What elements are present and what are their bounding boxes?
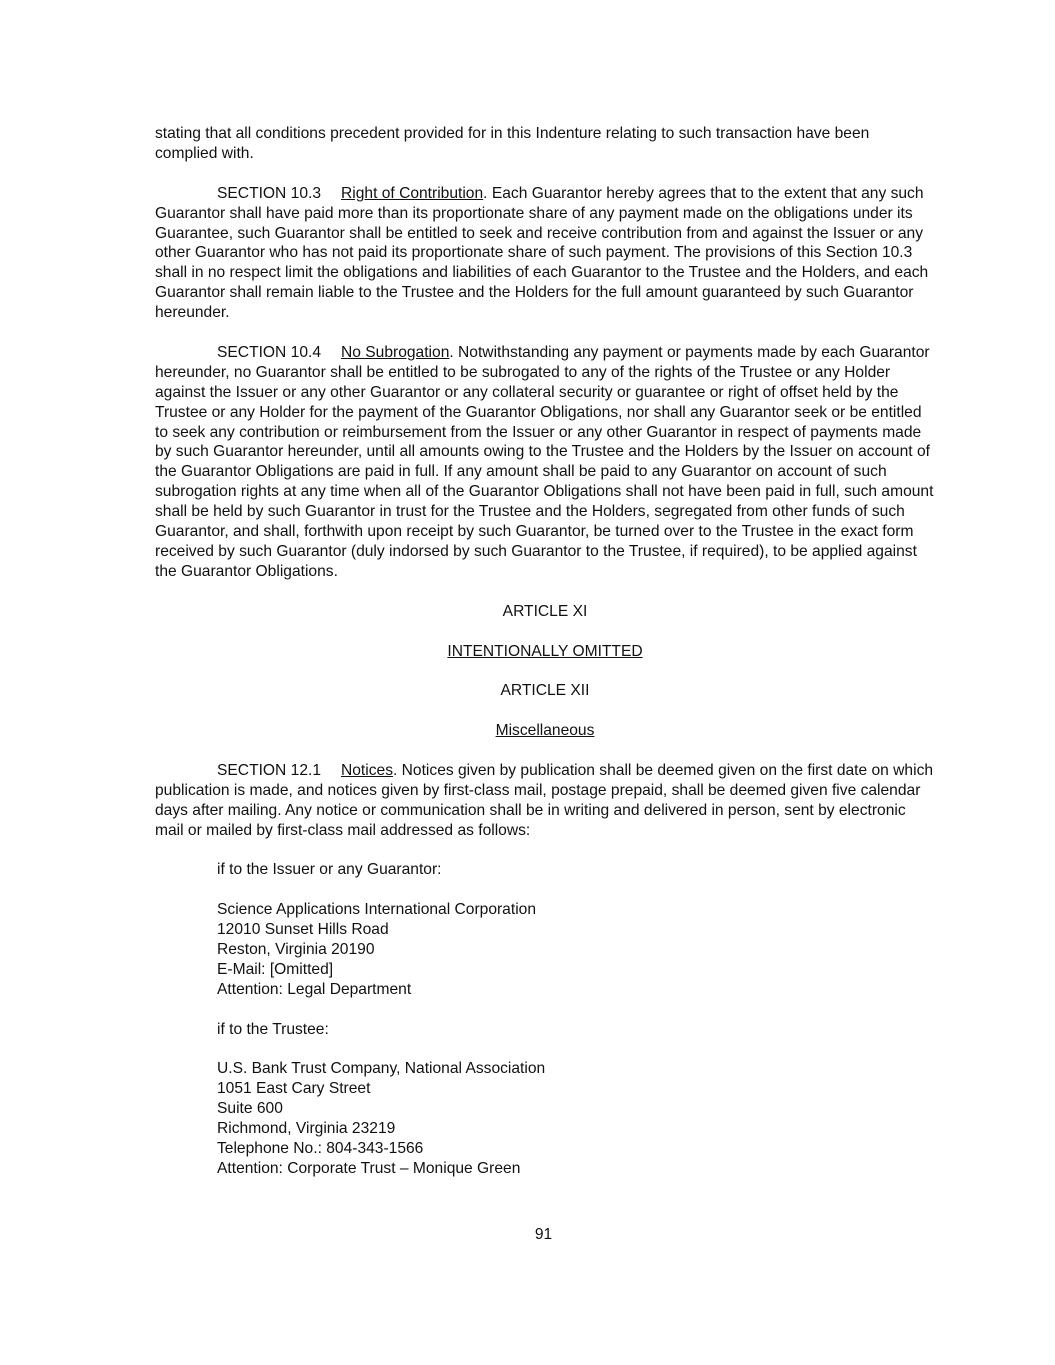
section-10-4-paragraph (155, 343, 935, 582)
issuer-address-line: 12010 Sunset Hills Road (217, 921, 389, 939)
section-10-3-title: Right of Contribution (341, 184, 484, 202)
section-10-4-number: SECTION 10.4 (217, 343, 321, 361)
intro-paragraph: stating that all conditions precedent provided for in this Indenture relating to such transaction have been complied with. (155, 125, 870, 162)
issuer-address-line: Science Applications International Corporation (217, 901, 537, 919)
section-12-1-number: SECTION 12.1 (217, 761, 321, 779)
article-xi-heading: ARTICLE XI (502, 602, 588, 620)
article-xi-subtitle: INTENTIONALLY OMITTED (447, 642, 643, 660)
section-10-4-title: No Subrogation (341, 343, 450, 361)
section-12-1-title: Notices (341, 761, 393, 779)
trustee-notice-lead: if to the Trustee: (217, 1020, 329, 1038)
issuer-notice-lead: if to the Issuer or any Guarantor: (217, 861, 442, 879)
section-10-3-paragraph (155, 184, 935, 323)
trustee-address-block (217, 1059, 935, 1178)
trustee-address-line: Suite 600 (217, 1100, 283, 1118)
document-page (155, 124, 935, 1179)
issuer-address-line: E-Mail: [Omitted] (217, 960, 334, 978)
section-12-1-body: . Notices given by publication shall be deemed given on the first date on which publication is made, and notices given by first-class mail, postage prepaid, shall be deemed given five calendar days after mailing. Any notice or communication shall be in writing and delivered in person, sent by electronic mail or mailed by first-class mail addressed as follows: (155, 761, 934, 839)
issuer-address-line: Attention: Legal Department (217, 980, 412, 998)
trustee-address-line: Attention: Corporate Trust – Monique Green (217, 1159, 521, 1177)
section-10-3-number: SECTION 10.3 (217, 184, 321, 202)
article-xii-subtitle: Miscellaneous (495, 722, 595, 740)
trustee-address-line: Richmond, Virginia 23219 (217, 1120, 396, 1138)
page-number: 91 (534, 1226, 553, 1243)
section-10-4-body: . Notwithstanding any payment or payments made by each Guarantor hereunder, no Guarantor shall be entitled to be subrogated to any of the rights of the Trustee or any Holder against the Issuer or any other Guarantor or any collateral security or guarantee or right of offset held by the Trustee or any Holder for the payment of the Guarantor Obligations, nor shall any Guarantor seek or be entitled to seek any contribution or reimbursement from the Issuer or any other Guarantor in respect of payments made by such Guarantor hereunder, until all amounts owing to the Trustee and the Holders by the Issuer on account of the Guarantor Obligations are paid in full. If any amount shall be paid to any Guarantor on account of such subrogation rights at any time when all of the Guarantor Obligations shall not have been paid in full, such amount shall be held by such Guarantor in trust for the Trustee and the Holders, segregated from other funds of such Guarantor, and shall, forthwith upon receipt by such Guarantor, be turned over to the Trustee in the exact form received by such Guarantor (duly indorsed by such Guarantor to the Trustee, if required), to be applied against the Guarantor Obligations. (155, 343, 934, 580)
issuer-address-line: Reston, Virginia 20190 (217, 941, 375, 959)
section-10-3-body: . Each Guarantor hereby agrees that to the extent that any such Guarantor shall have paid more than its proportionate share of any payment made on the obligations under its Guarantee, such Guarantor shall be entitled to seek and receive contribution from and against the Issuer or any other Guarantor who has not paid its proportionate share of such payment. The provisions of this Section 10.3 shall in no respect limit the obligations and liabilities of each Guarantor to the Trustee and the Holders, and each Guarantor shall remain liable to the Trustee and the Holders for the full amount guaranteed by such Guarantor hereunder. (155, 184, 929, 322)
issuer-address-block (217, 900, 935, 1000)
trustee-address-line: 1051 East Cary Street (217, 1080, 371, 1098)
article-xii-subtitle-line (155, 721, 935, 741)
section-12-1-paragraph (155, 761, 935, 841)
trustee-address-line: Telephone No.: 804-343-1566 (217, 1140, 424, 1158)
article-xii-heading: ARTICLE XII (500, 682, 590, 700)
trustee-address-line: U.S. Bank Trust Company, National Association (217, 1060, 546, 1078)
article-xi-subtitle-line (155, 642, 935, 662)
